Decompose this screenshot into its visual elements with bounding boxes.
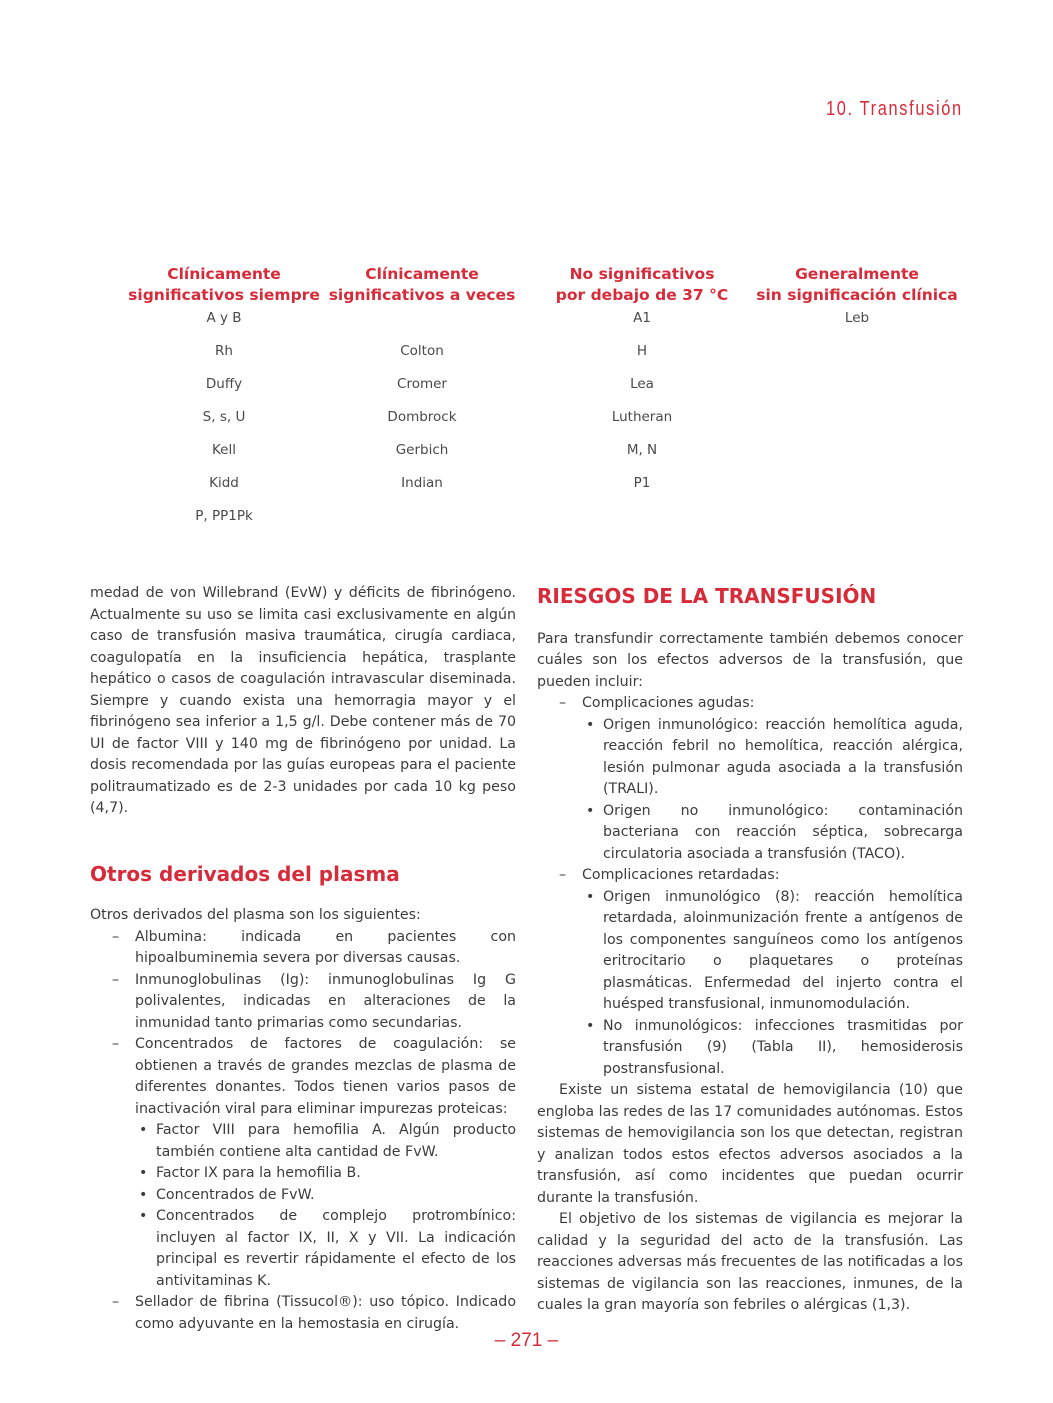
sub-list-item: • Origen inmunológico: reacción hemolítica aguda, reacción febril no hemolítica, reacción alérgica, lesión pulmonar aguda asociada a la transfusión (TRALI). bbox=[586, 716, 963, 797]
left-column bbox=[90, 583, 516, 1335]
list-item: – Concentrados de factores de coagulación: se obtienen a través de grandes mezclas de plasma de diferentes donantes. Todos tienen varios pasos de inactivación viral para eliminar impurezas proteicas: bbox=[112, 1036, 516, 1117]
bullet-marker: • bbox=[586, 1017, 595, 1034]
table-column-3 bbox=[537, 264, 747, 539]
table-header-1: Clínicamente significativos siempre bbox=[128, 265, 320, 304]
table-cell: H bbox=[636, 343, 648, 359]
sub-list-item: • Factor VIII para hemofilia A. Algún producto también contiene alta cantidad de FvW. bbox=[139, 1122, 516, 1160]
table-cell: Indian bbox=[401, 475, 443, 491]
table-cell bbox=[752, 506, 962, 539]
bullet-marker: • bbox=[139, 1165, 148, 1181]
page-number: – 271 – bbox=[494, 1330, 559, 1351]
table-cell bbox=[322, 506, 522, 539]
table-cell bbox=[752, 473, 962, 506]
table-cell: Rh bbox=[215, 343, 233, 359]
table-cell: Lea bbox=[630, 376, 654, 392]
table-cell: P, PP1Pk bbox=[195, 508, 253, 524]
sub-list-item: • Origen no inmunológico: contaminación bacteriana con reacción séptica, sobrecarga circulatoria asociada a transfusión (TACO). bbox=[586, 802, 963, 862]
dash-marker: – bbox=[112, 1294, 120, 1310]
sub-list-item: • No inmunológicos: infecciones trasmitidas por transfusión (9) (Tabla II), hemosiderosis postransfusional. bbox=[586, 1017, 963, 1077]
list-item: – Complicaciones retardadas: bbox=[537, 865, 963, 887]
table-header-4: Generalmente sin significación clínica bbox=[756, 265, 958, 304]
table-cell: Dombrock bbox=[387, 409, 457, 425]
bullet-marker: • bbox=[139, 1122, 148, 1138]
body-paragraph: El objetivo de los sistemas de vigilancia es mejorar la calidad y la seguridad del acto de la transfusión. Las reacciones adversas más frecuentes de las notificadas a los sistemas de vigilancia son las reacciones, inmunes, de la cuales la gran mayoría son febriles o alérgicas (1,3). bbox=[537, 1211, 964, 1313]
table-cell: S, s, U bbox=[202, 409, 246, 425]
table-cell bbox=[322, 308, 522, 341]
dash-marker: – bbox=[559, 867, 567, 883]
dash-marker: – bbox=[112, 1036, 120, 1052]
bullet-marker: • bbox=[586, 888, 595, 905]
bullet-marker: • bbox=[586, 716, 595, 733]
section-heading: Otros derivados del plasma bbox=[90, 861, 400, 886]
list-item: – Inmunoglobulinas (Ig): inmunoglobulinas Ig G polivalentes, indicadas en alteraciones de la inmunidad tanto primarias como secundarias. bbox=[112, 971, 516, 1031]
table-cell: Leb bbox=[844, 310, 870, 326]
list-item: – Complicaciones agudas: bbox=[537, 693, 963, 715]
section-heading: RIESGOS DE LA TRANSFUSIÓN bbox=[537, 584, 877, 608]
list-item: – Sellador de fibrina (Tissucol®): uso tópico. Indicado como adyuvante en la hemostasia en cirugía. bbox=[112, 1294, 516, 1332]
body-paragraph: Otros derivados del plasma son los siguientes: bbox=[90, 907, 421, 923]
dash-marker: – bbox=[112, 928, 120, 945]
body-paragraph: Para transfundir correctamente también debemos conocer cuáles son los efectos adversos de la transfusión, que pueden incluir: bbox=[537, 630, 963, 690]
table-cell: A y B bbox=[206, 310, 242, 326]
bullet-marker: • bbox=[139, 1186, 148, 1203]
table-header-3: No significativos por debajo de 37 °C bbox=[555, 265, 729, 304]
dash-marker: – bbox=[559, 695, 567, 711]
table-cell: Lutheran bbox=[611, 409, 673, 425]
sub-list-item: • Origen inmunológico (8): reacción hemolítica retardada, aloinmunización frente a antígenos de los componentes sanguíneos como los antígenos eritrocitario o plaquetares o proteínas plasmáticas. Enfermedad del injerto contra el huésped transfusional, inmunomodulación. bbox=[586, 888, 963, 1012]
table-cell: P1 bbox=[633, 475, 651, 491]
table-column-2 bbox=[322, 264, 522, 539]
table-column-1 bbox=[106, 264, 342, 539]
table-cell: Kidd bbox=[209, 475, 239, 491]
table-cell: Duffy bbox=[205, 376, 243, 392]
table-cell bbox=[537, 506, 747, 539]
table-cell: Kell bbox=[212, 442, 236, 458]
list-item: – Albumina: indicada en pacientes con hipoalbuminemia severa por diversas causas. bbox=[112, 928, 516, 966]
table-cell: Colton bbox=[400, 343, 444, 359]
body-paragraph: Existe un sistema estatal de hemovigilancia (10) que engloba las redes de las 17 comunidades autónomas. Estos sistemas de hemovigilancia son los que detectan, registran y analizan todos estos efectos adversos asociados a la transfusión, así como incidentes que puedan ocurrir durante la transfusión. bbox=[537, 1082, 963, 1206]
table-cell bbox=[752, 440, 962, 473]
body-paragraph: medad de von Willebrand (EvW) y déficits de fibrinógeno. Actualmente su uso se limita casi exclusivamente en algún caso de transfusión masiva traumática, cirugía cardiaca, coagulopatía en la insuficiencia hepática, trasplante hepático o casos de coagulación intravascular diseminada. Siempre y cuando exista una hemorragia mayor y el fibrinógeno sea inferior a 1,5 g/l. Debe contener más de 70 UI de factor VIII y 140 mg de fibrinógeno por unidad. La dosis recomendada por las guías europeas para el paciente politraumatizado es de 2-3 unidades por cada 10 kg peso (4,7). bbox=[90, 585, 516, 816]
chapter-header: 10. Transfusión bbox=[826, 98, 963, 120]
dash-marker: – bbox=[112, 971, 120, 988]
table-cell bbox=[752, 374, 962, 407]
right-column bbox=[537, 586, 963, 1317]
sub-list-item: • Concentrados de FvW. bbox=[90, 1185, 516, 1207]
sub-list-item: • Factor IX para la hemofilia B. bbox=[90, 1163, 516, 1185]
bullet-marker: • bbox=[139, 1208, 148, 1224]
table-header-2: Clínicamente significativos a veces bbox=[328, 265, 516, 304]
table-column-4 bbox=[752, 264, 962, 539]
table-cell: Cromer bbox=[397, 376, 447, 392]
table-cell: A1 bbox=[633, 310, 651, 326]
sub-list-item: • Concentrados de complejo protrombínico: incluyen al factor IX, II, X y VII. La indicación principal es revertir rápidamente el efecto de los antivitaminas K. bbox=[139, 1208, 516, 1289]
bullet-marker: • bbox=[586, 802, 595, 819]
table-cell bbox=[752, 407, 962, 440]
table-cell bbox=[752, 341, 962, 374]
table-cell: Gerbich bbox=[395, 442, 449, 458]
table-cell: M, N bbox=[626, 442, 658, 458]
